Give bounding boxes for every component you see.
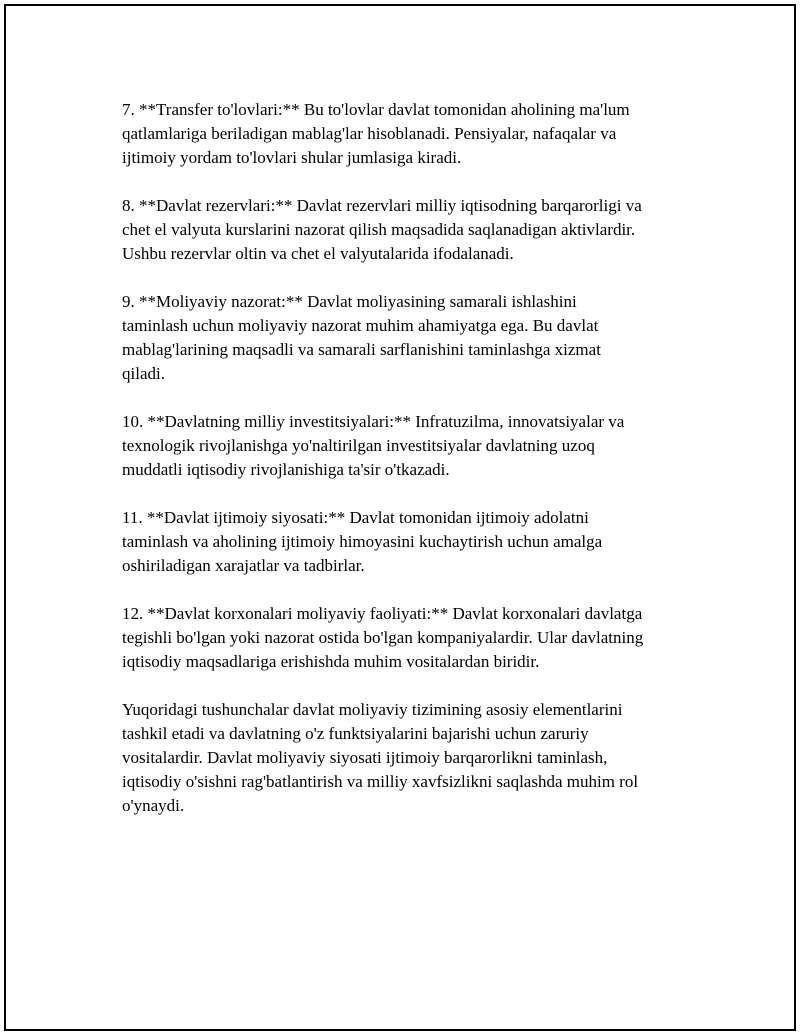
paragraph-conclusion: Yuqoridagi tushunchalar davlat moliyaviy tizimining asosiy elementlarini tashkil etadi va davlatning o'z funktsiyalarini bajarishi uchun zaruriy vositalardir. Davlat moliyaviy siyosati ijtimoiy barqarorlikni taminlash, iqtisodiy o'sishni rag'batlantirish va milliy xavfsizlikni saqlashda muhim rol o'ynaydi. xyxy=(122,700,639,815)
document-page xyxy=(4,4,796,1031)
paragraph-state-enterprises: 12. **Davlat korxonalari moliyaviy faoliyati:** Davlat korxonalari davlatga tegishli bo'lgan yoki nazorat ostida bo'lgan kompaniyalardir. Ular davlatning iqtisodiy maqsadlariga erishishda muhim vositalardan biridir. xyxy=(122,604,644,671)
paragraph-transfer-payments: 7. **Transfer to'lovlari:** Bu to'lovlar davlat tomonidan aholining ma'lum qatlamlariga beriladigan mablag'lar hisoblanadi. Pensiyalar, nafaqalar va ijtimoiy yordam to'lovlari shular jumlasiga kiradi. xyxy=(122,100,630,167)
paragraph-national-investments: 10. **Davlatning milliy investitsiyalari:** Infratuzilma, innovatsiyalar va texnologik rivojlanishga yo'naltirilgan investitsiyalar davlatning uzoq muddatli iqtisodiy rivojlanishiga ta'sir o'tkazadi. xyxy=(122,412,625,479)
paragraph-state-reserves: 8. **Davlat rezervlari:** Davlat rezervlari milliy iqtisodning barqarorligi va chet el valyuta kurslarini nazorat qilish maqsadida saqlanadigan aktivlardir. Ushbu rezervlar oltin va chet el valyutalarida ifodalanadi. xyxy=(122,196,642,263)
document-body xyxy=(122,98,697,842)
paragraph-social-policy: 11. **Davlat ijtimoiy siyosati:** Davlat tomonidan ijtimoiy adolatni taminlash va aholining ijtimoiy himoyasini kuchaytirish uchun amalga oshiriladigan xarajatlar va tadbirlar. xyxy=(122,508,603,575)
paragraph-financial-control: 9. **Moliyaviy nazorat:** Davlat moliyasining samarali ishlashini taminlash uchun moliyaviy nazorat muhim ahamiyatga ega. Bu davlat mablag'larining maqsadli va samarali sarflanishini taminlashga xizmat qiladi. xyxy=(122,292,601,383)
